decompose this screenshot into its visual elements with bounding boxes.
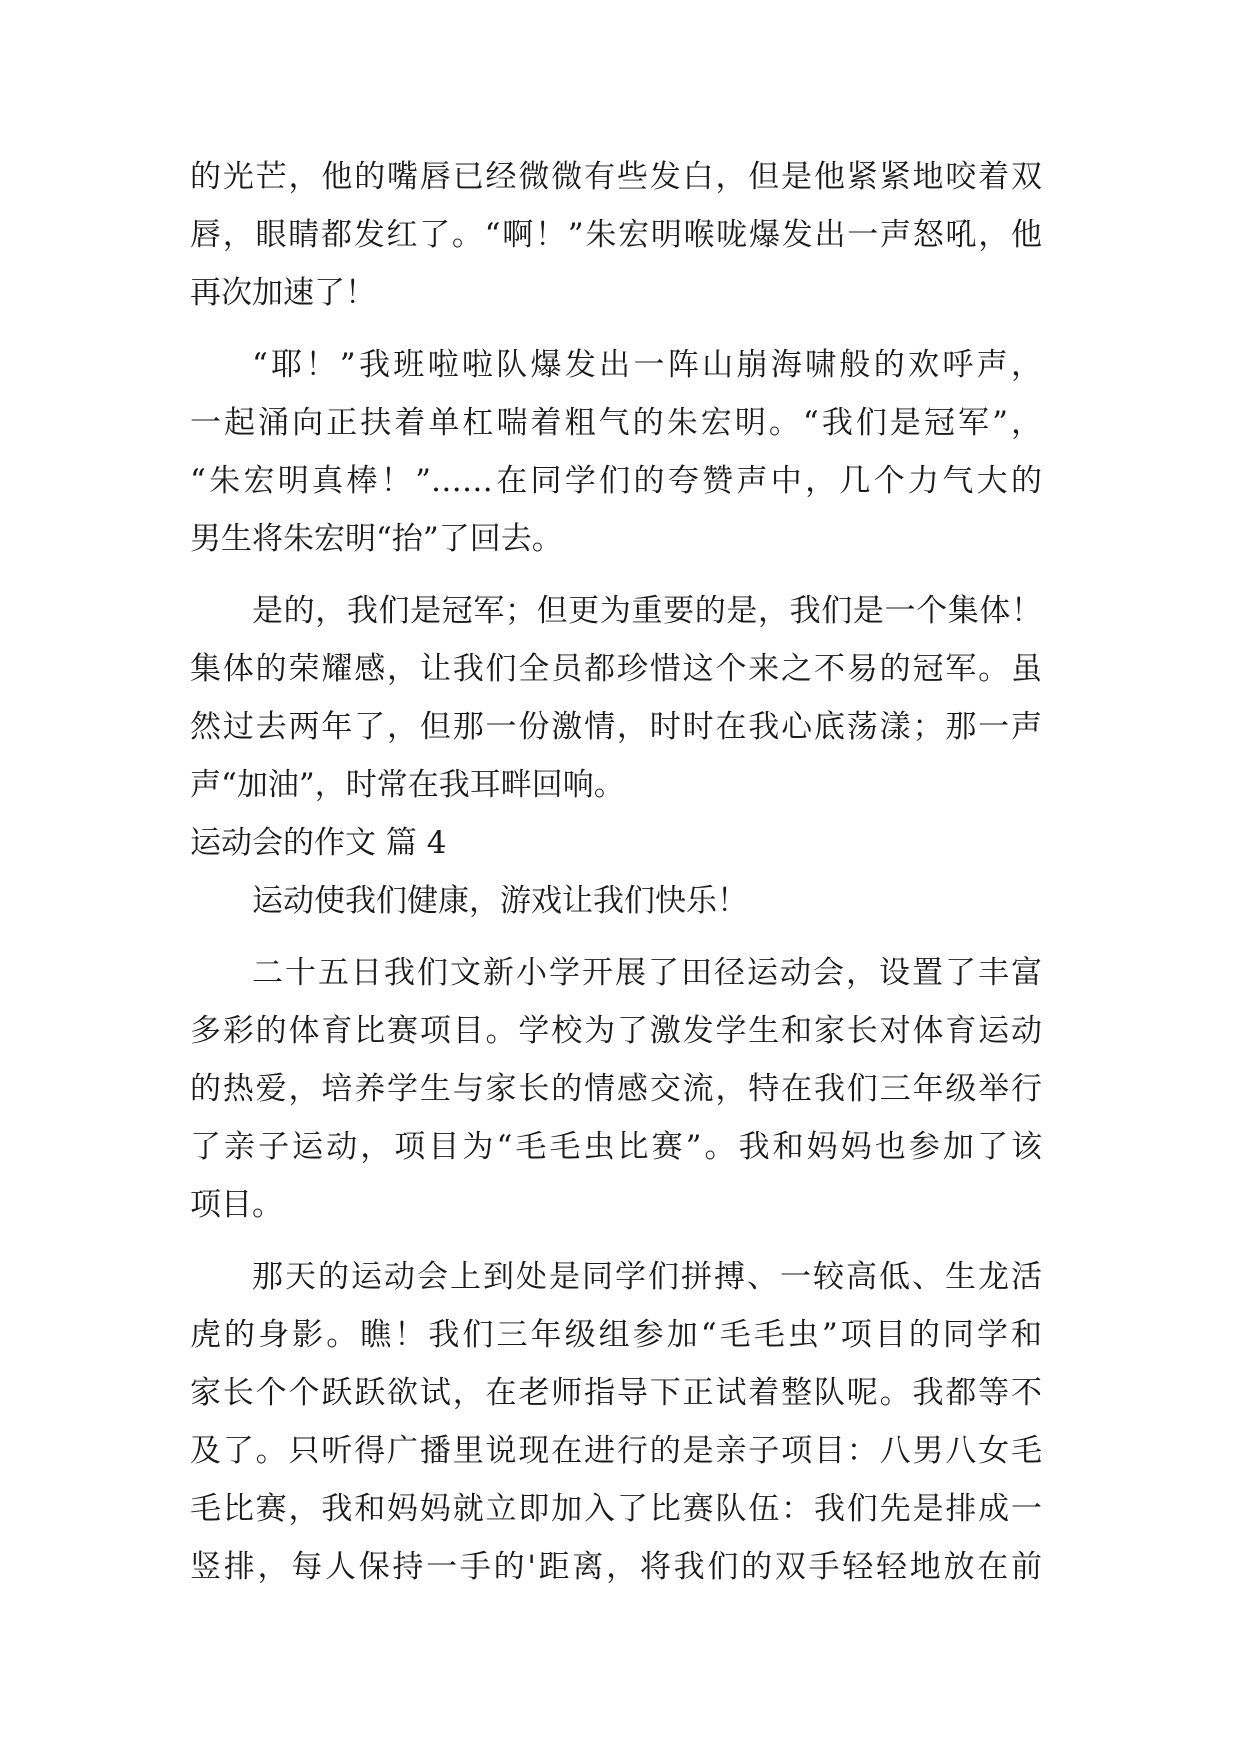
text-line: 了亲子运动，项目为“毛毛虫比赛”。我和妈妈也参加了该 — [190, 1129, 1042, 1165]
text-line: 家长个个跃跃欲试，在老师指导下正试着整队呢。我都等不 — [190, 1375, 1042, 1411]
text-line: 二十五日我们文新小学开展了田径运动会，设置了丰富 — [252, 955, 1042, 991]
text-line: “耶！”我班啦啦队爆发出一阵山崩海啸般的欢呼声， — [252, 347, 1042, 383]
paragraph-continuation — [190, 148, 1042, 322]
text-line: 男生将朱宏明“抬”了回去。 — [190, 521, 563, 557]
document-body — [190, 148, 1042, 1596]
text-line: 项目。 — [190, 1187, 283, 1223]
text-line: 毛比赛，我和妈妈就立即加入了比赛队伍：我们先是排成一 — [190, 1491, 1042, 1527]
section-heading: 运动会的作文 篇 4 — [190, 825, 447, 861]
paragraph — [190, 944, 1042, 1234]
paragraph — [190, 582, 1042, 814]
text-line: 集体的荣耀感，让我们全员都珍惜这个来之不易的冠军。虽 — [190, 651, 1042, 687]
text-line: 再次加速了！ — [190, 275, 376, 311]
paragraph — [190, 336, 1042, 568]
text-line: 及了。只听得广播里说现在进行的是亲子项目：八男八女毛 — [190, 1433, 1042, 1469]
text-line: 的光芒，他的嘴唇已经微微有些发白，但是他紧紧地咬着双 — [190, 159, 1042, 195]
text-line: 竖排，每人保持一手的'距离，将我们的双手轻轻地放在前 — [190, 1549, 1042, 1585]
text-line: “朱宏明真棒！”……在同学们的夸赞声中，几个力气大的 — [190, 463, 1042, 499]
text-line: 是的，我们是冠军；但更为重要的是，我们是一个集体！ — [252, 593, 1042, 629]
text-line: 运动使我们健康，游戏让我们快乐！ — [252, 883, 748, 919]
text-line: 声“加油”，时常在我耳畔回响。 — [190, 767, 625, 803]
text-line: 那天的运动会上到处是同学们拼搏、一较高低、生龙活 — [252, 1259, 1042, 1295]
text-line: 然过去两年了，但那一份激情，时时在我心底荡漾；那一声 — [190, 709, 1042, 745]
paragraph — [190, 872, 1042, 930]
text-line: 多彩的体育比赛项目。学校为了激发学生和家长对体育运动 — [190, 1013, 1042, 1049]
text-line: 的热爱，培养学生与家长的情感交流，特在我们三年级举行 — [190, 1071, 1042, 1107]
text-line: 一起涌向正扶着单杠喘着粗气的朱宏明。“我们是冠军”， — [190, 405, 1042, 441]
paragraph — [190, 1248, 1042, 1596]
text-line: 虎的身影。瞧！我们三年级组参加“毛毛虫”项目的同学和 — [190, 1317, 1042, 1353]
text-line: 唇，眼睛都发红了。“啊！”朱宏明喉咙爆发出一声怒吼，他 — [190, 217, 1042, 253]
